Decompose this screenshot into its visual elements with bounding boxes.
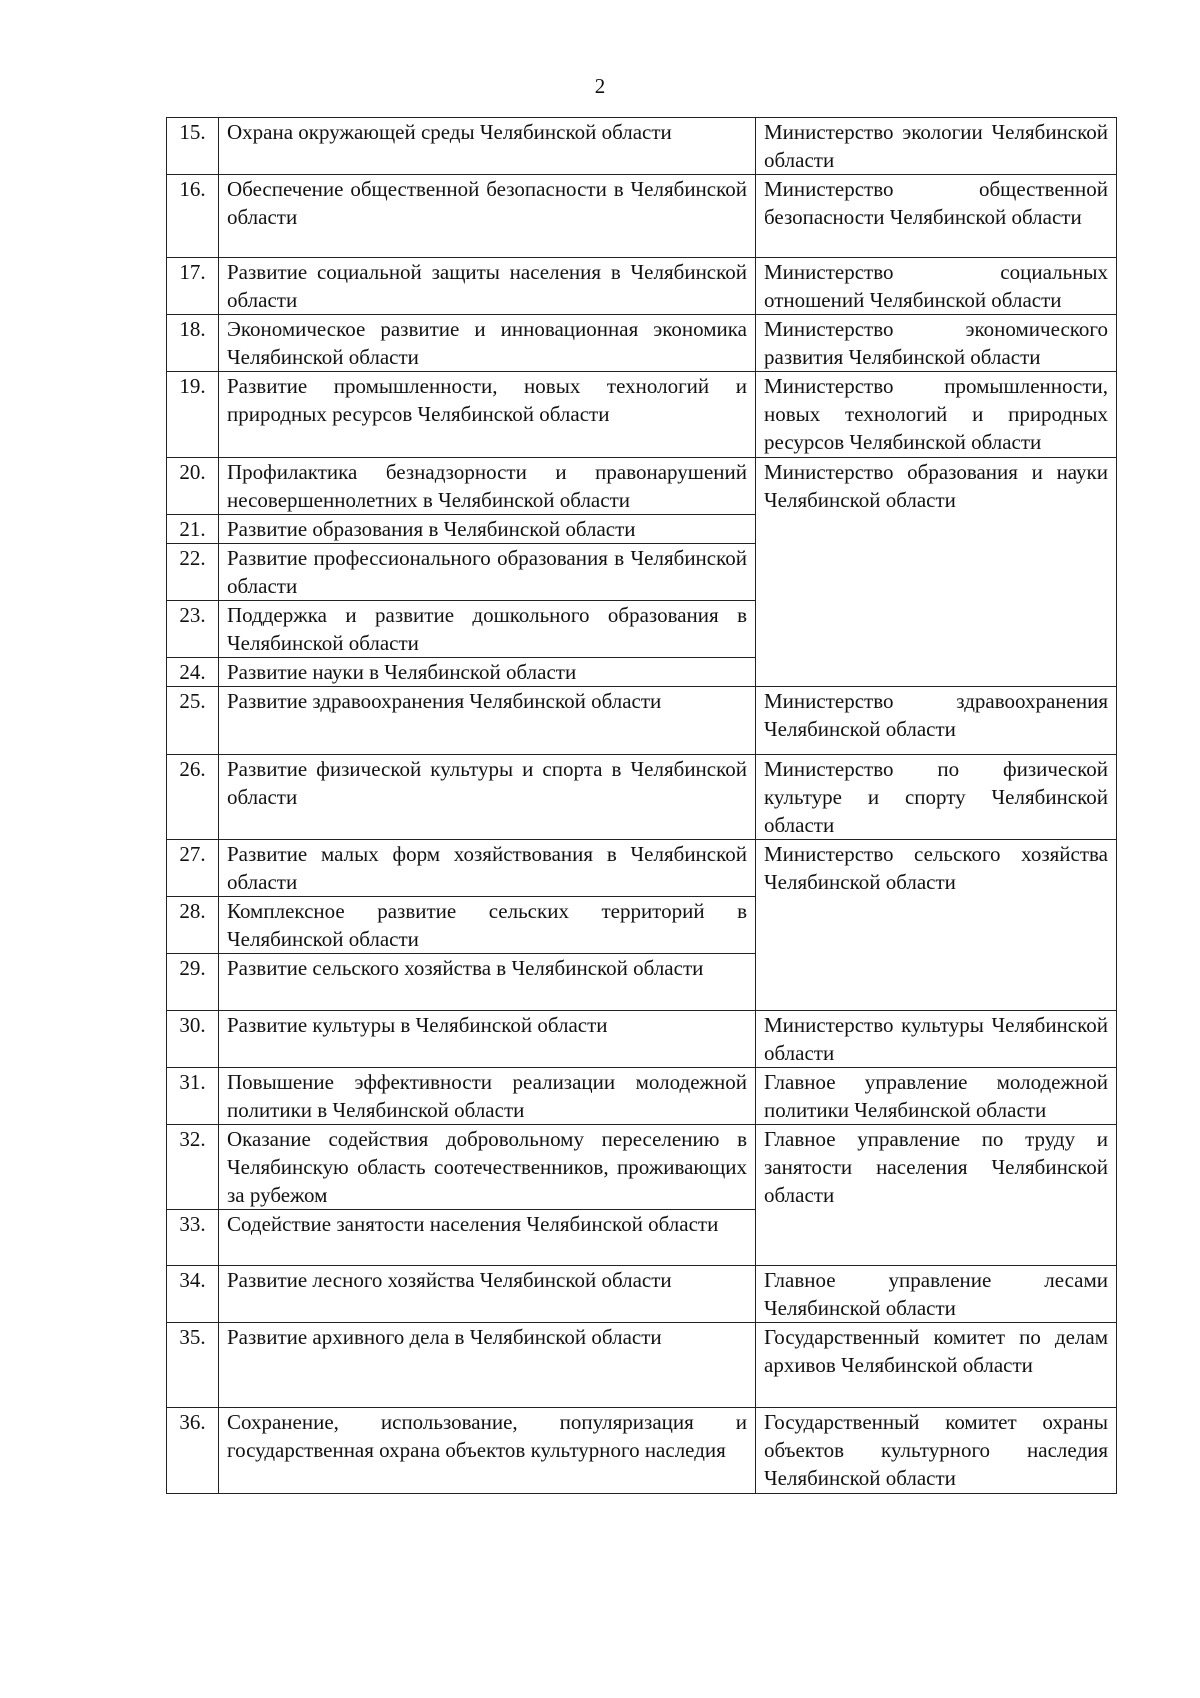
responsible-body: Главное управление лесами Челябинской области (756, 1266, 1117, 1323)
table-row (167, 1011, 1117, 1068)
row-number: 22. (167, 544, 219, 601)
table-row (167, 687, 1117, 755)
table-row (167, 1266, 1117, 1323)
row-number: 35. (167, 1323, 219, 1408)
program-name: Развитие промышленности, новых технологий и природных ресурсов Челябинской области (219, 372, 756, 458)
row-number: 34. (167, 1266, 219, 1323)
row-number: 31. (167, 1068, 219, 1125)
row-number: 17. (167, 258, 219, 315)
table-row (167, 1323, 1117, 1408)
row-number: 32. (167, 1125, 219, 1210)
program-name: Содействие занятости населения Челябинской области (219, 1210, 756, 1266)
row-number: 15. (167, 118, 219, 175)
responsible-body: Министерство экономического развития Челябинской области (756, 315, 1117, 372)
program-name: Развитие малых форм хозяйствования в Челябинской области (219, 840, 756, 897)
program-name: Развитие образования в Челябинской области (219, 515, 756, 544)
responsible-body: Государственный комитет охраны объектов культурного наследия Челябинской области (756, 1408, 1117, 1494)
responsible-body: Министерство образования и науки Челябинской области (756, 458, 1117, 687)
page-number: 2 (594, 74, 606, 98)
responsible-body: Министерство общественной безопасности Челябинской области (756, 175, 1117, 258)
program-name: Развитие сельского хозяйства в Челябинской области (219, 954, 756, 1011)
row-number: 36. (167, 1408, 219, 1494)
table-row (167, 755, 1117, 840)
program-name: Экономическое развитие и инновационная экономика Челябинской области (219, 315, 756, 372)
row-number: 20. (167, 458, 219, 515)
responsible-body: Министерство промышленности, новых технологий и природных ресурсов Челябинской области (756, 372, 1117, 458)
program-name: Сохранение, использование, популяризация и государственная охрана объектов культурного наследия (219, 1408, 756, 1494)
program-name: Развитие культуры в Челябинской области (219, 1011, 756, 1068)
program-name: Развитие здравоохранения Челябинской области (219, 687, 756, 755)
program-name: Развитие науки в Челябинской области (219, 658, 756, 687)
responsible-body: Министерство экологии Челябинской области (756, 118, 1117, 175)
responsible-body: Министерство по физической культуре и спорту Челябинской области (756, 755, 1117, 840)
table-row (167, 118, 1117, 175)
table-row (167, 458, 1117, 515)
table-row (167, 372, 1117, 458)
table-row (167, 258, 1117, 315)
row-number: 21. (167, 515, 219, 544)
responsible-body: Государственный комитет по делам архивов Челябинской области (756, 1323, 1117, 1408)
program-name: Развитие социальной защиты населения в Челябинской области (219, 258, 756, 315)
table-row (167, 315, 1117, 372)
program-name: Охрана окружающей среды Челябинской области (219, 118, 756, 175)
program-name: Развитие физической культуры и спорта в Челябинской области (219, 755, 756, 840)
row-number: 28. (167, 897, 219, 954)
program-name: Профилактика безнадзорности и правонарушений несовершеннолетних в Челябинской области (219, 458, 756, 515)
row-number: 16. (167, 175, 219, 258)
program-name: Поддержка и развитие дошкольного образования в Челябинской области (219, 601, 756, 658)
program-name: Развитие архивного дела в Челябинской области (219, 1323, 756, 1408)
responsible-body: Министерство сельского хозяйства Челябинской области (756, 840, 1117, 1011)
table-row (167, 1408, 1117, 1494)
program-name: Развитие лесного хозяйства Челябинской области (219, 1266, 756, 1323)
row-number: 23. (167, 601, 219, 658)
responsible-body: Главное управление по труду и занятости населения Челябинской области (756, 1125, 1117, 1266)
row-number: 19. (167, 372, 219, 458)
responsible-body: Главное управление молодежной политики Челябинской области (756, 1068, 1117, 1125)
programs-table (166, 117, 1117, 1494)
responsible-body: Министерство здравоохранения Челябинской области (756, 687, 1117, 755)
row-number: 26. (167, 755, 219, 840)
program-name: Обеспечение общественной безопасности в Челябинской области (219, 175, 756, 258)
table-row (167, 1068, 1117, 1125)
program-name: Оказание содействия добровольному переселению в Челябинскую область соотечественников, проживающих за рубежом (219, 1125, 756, 1210)
program-name: Комплексное развитие сельских территорий в Челябинской области (219, 897, 756, 954)
table-row (167, 175, 1117, 258)
row-number: 27. (167, 840, 219, 897)
responsible-body: Министерство культуры Челябинской области (756, 1011, 1117, 1068)
table-row (167, 1125, 1117, 1210)
responsible-body: Министерство социальных отношений Челябинской области (756, 258, 1117, 315)
row-number: 18. (167, 315, 219, 372)
program-name: Развитие профессионального образования в Челябинской области (219, 544, 756, 601)
row-number: 33. (167, 1210, 219, 1266)
program-name: Повышение эффективности реализации молодежной политики в Челябинской области (219, 1068, 756, 1125)
row-number: 30. (167, 1011, 219, 1068)
row-number: 25. (167, 687, 219, 755)
table-row (167, 840, 1117, 897)
row-number: 24. (167, 658, 219, 687)
row-number: 29. (167, 954, 219, 1011)
